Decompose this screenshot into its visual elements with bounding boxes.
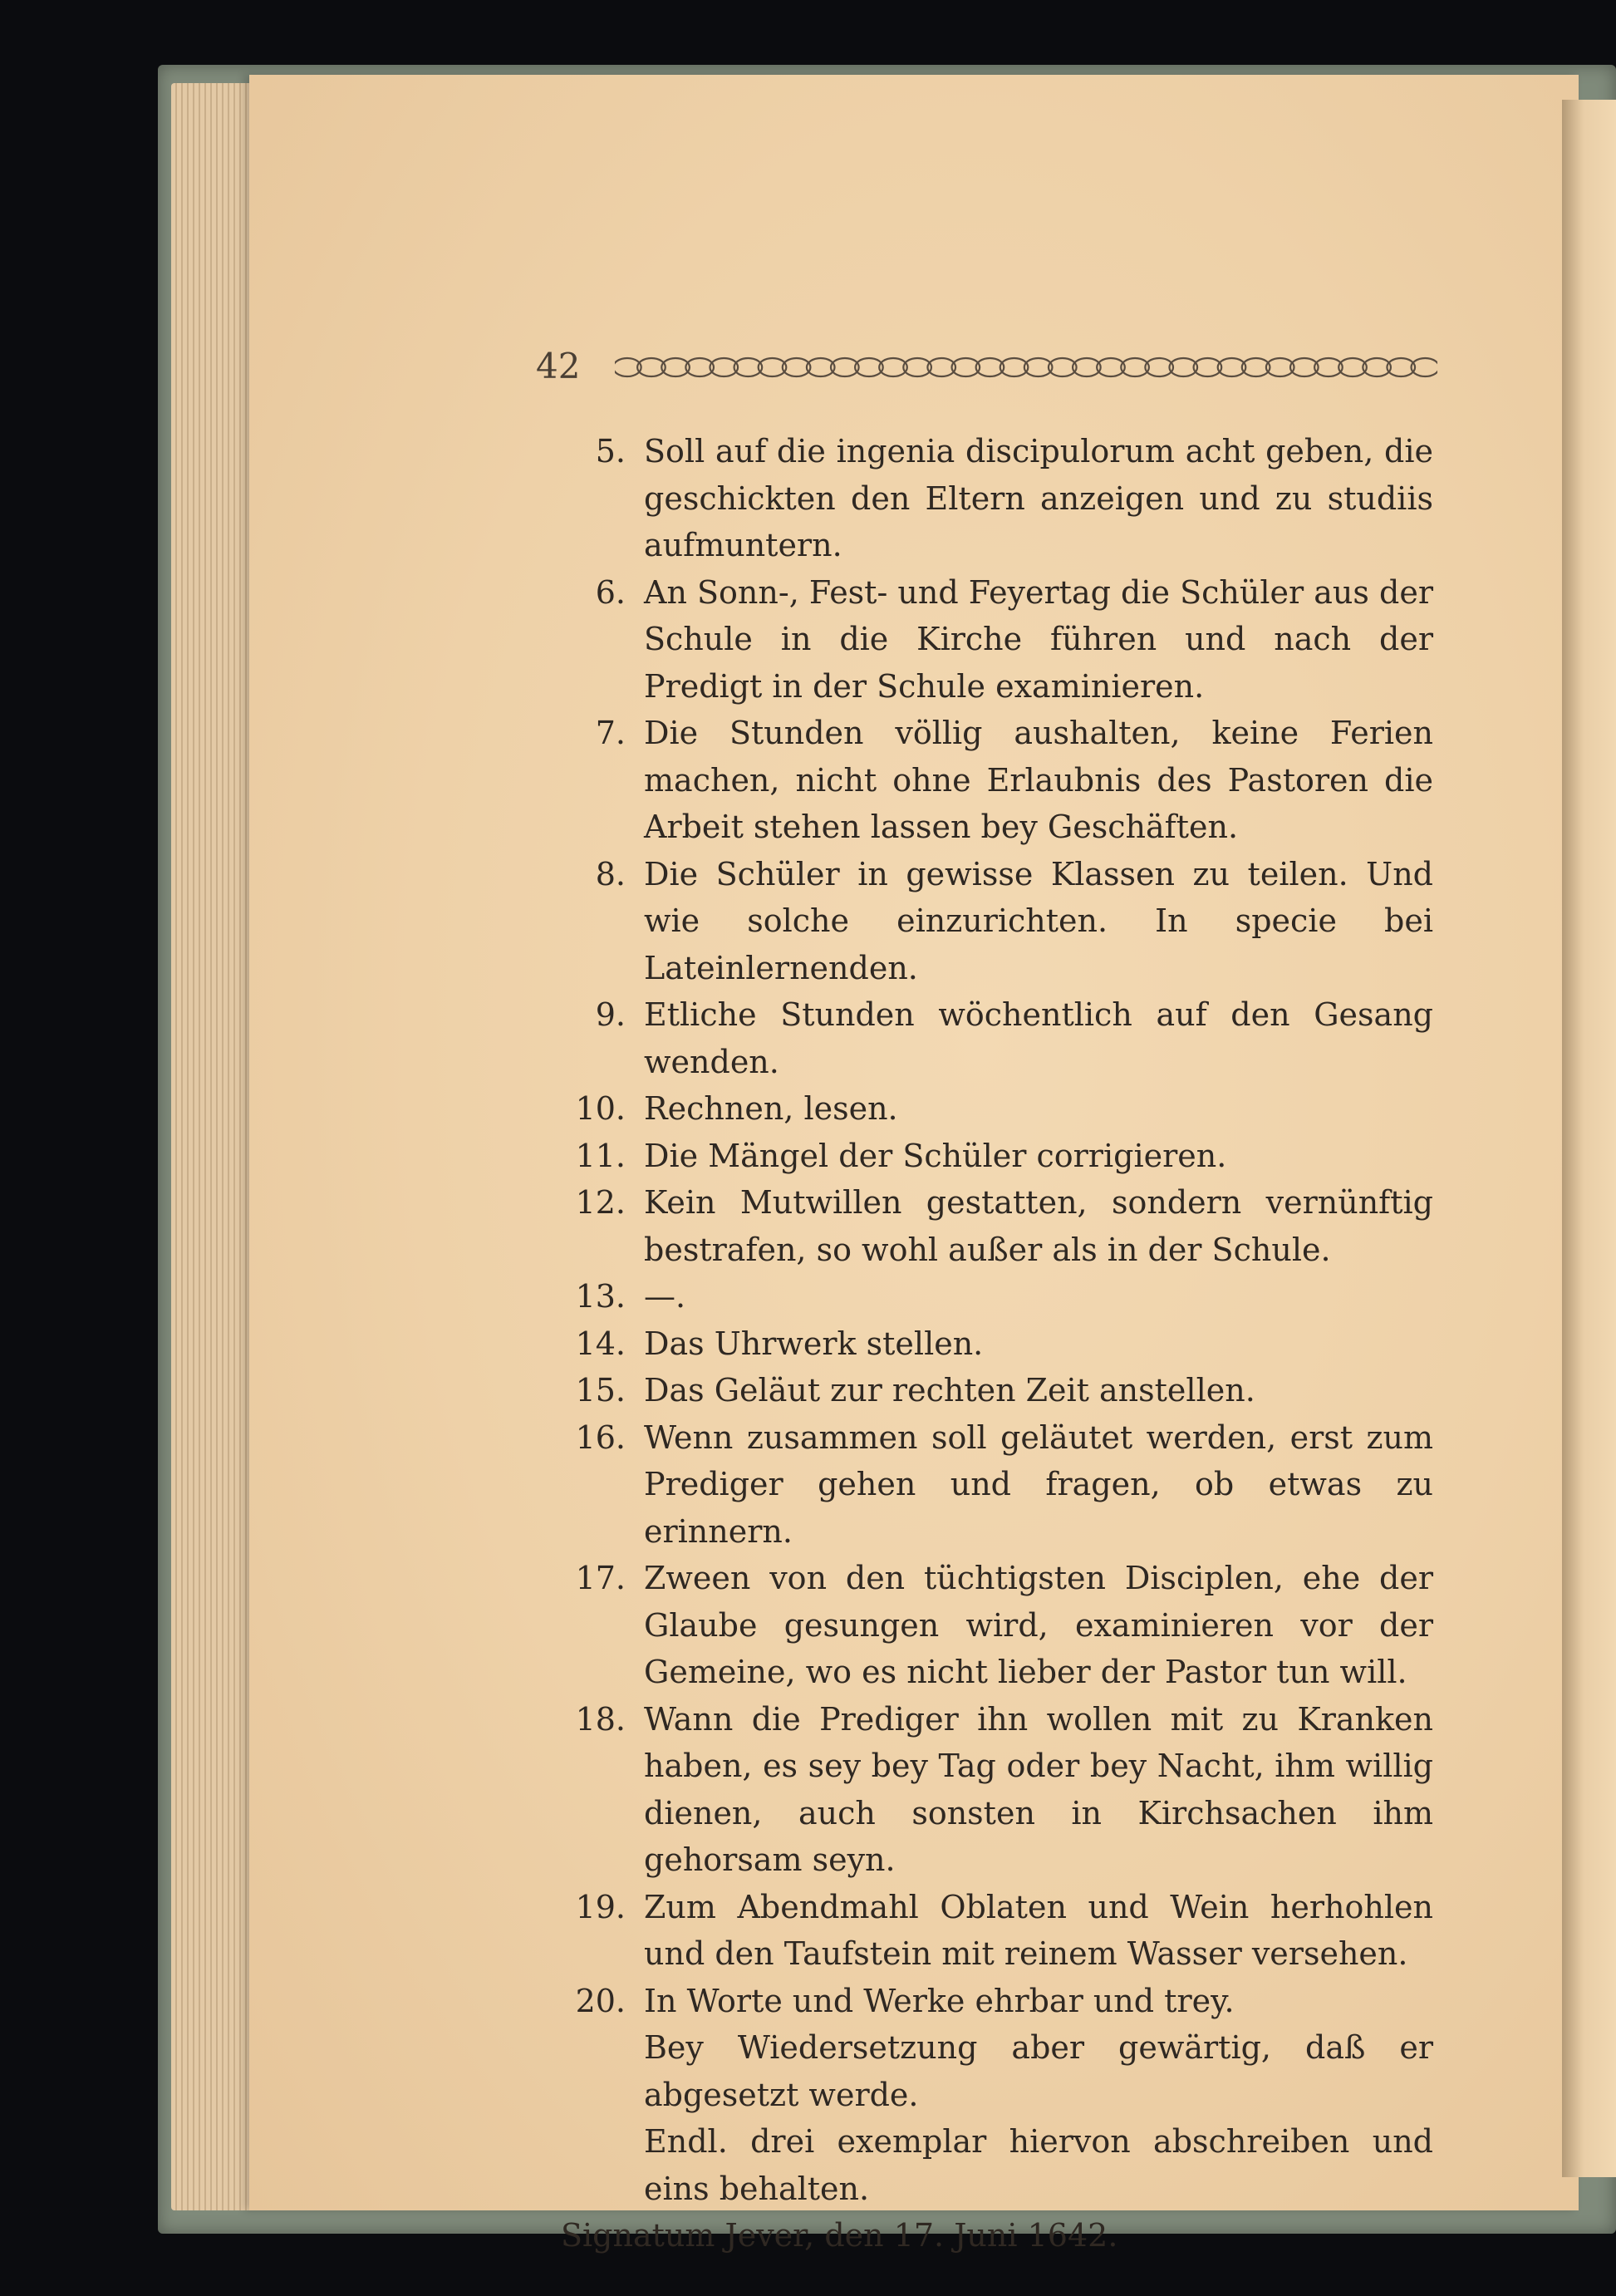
item-text: Das Geläut zur rechten Zeit anstellen. [644, 1372, 1255, 1409]
page-body [561, 428, 1433, 2259]
signature-line: Signatum Jever, den 17. Juni 1642. [561, 2217, 1118, 2254]
list-item [561, 991, 1433, 1085]
item-text: Die Schüler in gewisse Klassen zu teilen. Und wie solche einzurichten. In specie bei Lateinlernenden. [644, 855, 1433, 986]
list-item [561, 1367, 1433, 1414]
item-text: Zween von den tüchtigsten Disciplen, ehe der Glaube gesungen wird, examinieren vor der Gemeine, wo es nicht lieber der Pastor tun will. [644, 1560, 1433, 1690]
item-text: Kein Mutwillen gestatten, sondern vernünftig bestrafen, so wohl außer als in der Schule. [644, 1184, 1433, 1268]
page-header [536, 341, 1437, 391]
list-item [561, 1133, 1433, 1180]
list-item [561, 1696, 1433, 1884]
item-number: 5. [595, 433, 626, 470]
item-number: 15. [575, 1372, 626, 1409]
list-item [561, 428, 1433, 569]
item-number: 6. [595, 573, 626, 611]
list-item [561, 1085, 1433, 1133]
item-number: 12. [575, 1184, 626, 1221]
list-item [561, 1320, 1433, 1368]
facing-page-edge [1562, 100, 1616, 2177]
item-text: Die Mängel der Schüler corrigieren. [644, 1137, 1227, 1174]
item-number: 16. [575, 1418, 626, 1456]
item-text: Wenn zusammen soll geläutet werden, erst zum Prediger gehen und fragen, ob etwas zu erinnern. [644, 1418, 1433, 1550]
item-number: 19. [575, 1888, 626, 1925]
ornament-border [615, 349, 1437, 382]
item-text: In Worte und Werke ehrbar und trey. [644, 1982, 1235, 2019]
item-text: An Sonn-, Fest- und Feyertag die Schüler aus der Schule in die Kirche führen und nach der Predigt in der Schule examinieren. [644, 573, 1433, 705]
item-number: 20. [575, 1982, 626, 2019]
closing-paragraph: Bey Wiedersetzung aber gewärtig, daß er abgesetzt werde. [644, 2029, 1433, 2113]
item-text: Zum Abendmahl Oblaten und Wein herhohlen und den Taufstein mit reinem Wasser versehen. [644, 1888, 1433, 1972]
item-text: Die Stunden völlig aushalten, keine Ferien machen, nicht ohne Erlaubnis des Pastoren die Arbeit stehen lassen bey Geschäften. [644, 715, 1433, 845]
item-text: Rechnen, lesen. [644, 1090, 898, 1127]
closing-paragraph: Endl. drei exemplar hiervon abschreiben und eins behalten. [644, 2123, 1433, 2207]
item-number: 8. [595, 855, 626, 892]
list-item [561, 1555, 1433, 1696]
item-number: 10. [575, 1090, 626, 1127]
item-text: Soll auf die ingenia discipulorum acht geben, die geschickten den Eltern anzeigen und zu studiis aufmuntern. [644, 433, 1433, 563]
item-number: 14. [575, 1325, 626, 1362]
numbered-list [561, 428, 1433, 2024]
list-item [561, 1273, 1433, 1320]
list-item [561, 1978, 1433, 2025]
closing-paragraphs [561, 2024, 1433, 2212]
item-number: 9. [595, 996, 626, 1033]
item-number: 7. [595, 715, 626, 751]
item-text: Das Uhrwerk stellen. [644, 1325, 984, 1362]
list-item [561, 710, 1433, 851]
item-number: 11. [575, 1137, 626, 1174]
list-item [561, 569, 1433, 710]
item-text: Wann die Prediger ihn wollen mit zu Kranken haben, es sey bey Tag oder bey Nacht, ihm willig dienen, auch sonsten in Kirchsachen ihm gehorsam seyn. [644, 1700, 1433, 1878]
list-item [561, 1179, 1433, 1273]
list-item [561, 1884, 1433, 1978]
page-number: 42 [536, 345, 581, 386]
item-number: 17. [575, 1560, 626, 1596]
item-number: 18. [575, 1700, 626, 1738]
item-number: 13. [575, 1278, 626, 1315]
item-text: Etliche Stunden wöchentlich auf den Gesang wenden. [644, 996, 1433, 1080]
list-item [561, 1414, 1433, 1556]
list-item [561, 851, 1433, 992]
item-text: —. [644, 1278, 686, 1315]
